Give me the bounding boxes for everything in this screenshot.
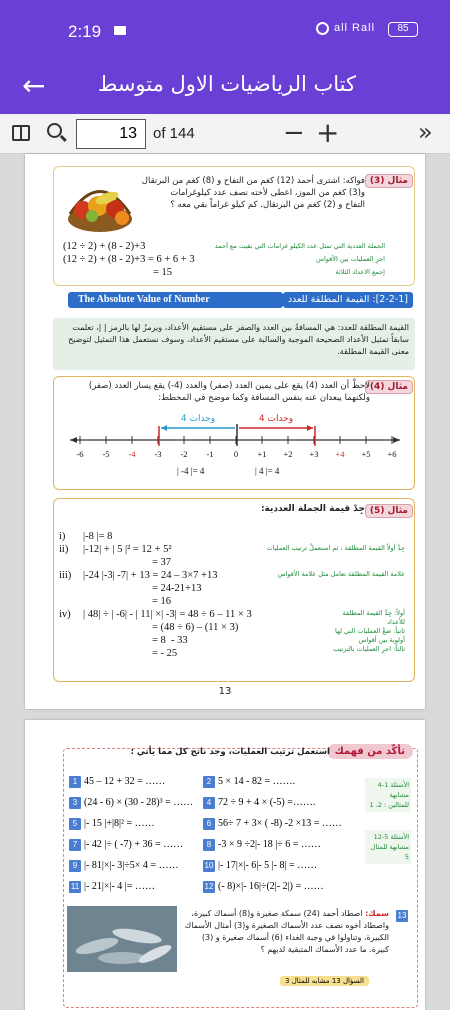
exercise-item	[69, 776, 165, 788]
number-line-tick-label: -5	[102, 449, 110, 459]
item-iv: | 48| ÷ | -6| - | 11| ×| -3| = 48 ÷ 6 – 11 × 3	[83, 609, 252, 620]
abs-right-label: | 4 |= 4	[255, 466, 280, 476]
page-total-label: of 144	[153, 125, 195, 142]
status-bar	[0, 0, 450, 60]
example-3-line-3: = 15	[153, 267, 173, 278]
next-page-button[interactable]: »	[418, 118, 433, 146]
item-i: |-8 |= 8	[83, 531, 113, 542]
exercise-expression: |- 15 |+|8|² = ……	[84, 818, 155, 829]
exercise-item	[203, 776, 295, 788]
example-3-text	[125, 175, 365, 211]
item-i-label: i)	[59, 531, 66, 542]
fish-photo	[67, 906, 177, 972]
exercise-item	[69, 839, 183, 851]
example-4-badge: مثال (4)	[365, 380, 413, 394]
alarm-icon	[316, 22, 329, 35]
exercise-number: 6	[203, 818, 215, 830]
number-line-tick-label: +4	[335, 449, 345, 459]
exercise-expression: (24 - 6) × (30 - 28)³ = ……	[84, 797, 194, 808]
item-iv-note-2: ثانياً: ضعْ العمليات التي لها أولوية بين أقواس	[335, 627, 405, 644]
example-3-text-line: فواكه: اشترى أحمد (12) كغم من التفاح و (8) كغم من البرتقال	[141, 176, 365, 186]
page-number: 13	[218, 686, 232, 697]
exercise-instruction: استعمل ترتيب العمليات، وجد ناتج كل مما يأتي :	[130, 747, 330, 757]
abs-left-label: | -4 |= 4	[177, 466, 205, 476]
exercise-expression: (- 8)×|- 16|÷(2|- 2|) = ……	[218, 881, 324, 892]
item-iv-note-1: أولاً: جِدْ القيمة المطلقة للأعداد	[342, 609, 405, 626]
item-iii-note: علامة القيمة المطلقة تعامل مثل علامة الأقواس	[277, 570, 405, 578]
number-line-tick-label: +6	[387, 449, 397, 459]
example-3-text-line: التفاح و (2) كغم من البرتقال. كم كيلو غراماً بقي معه ؟	[170, 200, 365, 210]
item-iv-note-3: ثالثاً: اجرِ العمليات بالترتيب	[333, 645, 405, 653]
exercise-expression: -3 × 9 ÷2|- 18 |÷ 6 = ……	[218, 839, 321, 850]
example-3-text-line: و(3) كغم من الموز، اعطى لأخته نصف عدد كيلوغرامات	[170, 188, 365, 198]
absolute-value-definition: القيمة المطلقة للعدد: هي المسافةُ بين العدد والصفر على مستقيم الأعداد، ويرمزُ لها بالرمز | |، تعلمت سابقاً تمثيل الأعداد الصحيحة الموجبة والسالبة على مستقيم الأعداد، وسوف نستعمل هذا التمثيل لتوضيح معنى القيمة المطلقة.	[53, 318, 415, 370]
exercise-number: 3	[69, 797, 81, 809]
check-understanding-badge: تأكّد من فهمك	[327, 744, 413, 759]
exercise-item	[203, 860, 317, 872]
question-13-body: اصطاد أحمد (24) سمكة صغيرة و(8) أسماك كبيرة، واصطاد أخوه نصف عدد الأسماك الصغيرة و(3) أمثال الأسماك الكبيرة، وتناولوا في وجبة الغداء (6) أسماك صغيرة و (3) كبيرة. ما عدد الأسماك المتبقية لديهم ؟	[184, 909, 389, 954]
exercise-expression: |- 17|×|- 6|- 5 |- 8| = ……	[218, 860, 318, 871]
question-13-note: السؤال 13 مشابه للمثال 3	[280, 976, 369, 986]
exercise-number: 2	[203, 776, 215, 788]
example-3-line-1: (12 ÷ 2) + (8 - 2)+3	[63, 241, 146, 252]
units-left-label: 4 وحدات	[180, 414, 216, 424]
side-note-2: الأسئلة 5-12 مشابهة للمثال 5	[365, 830, 411, 864]
app-title: كتاب الرياضيات الاول متوسط	[97, 72, 356, 96]
example-3-badge: مثال (3)	[365, 174, 413, 188]
signal-icon: all Rall	[334, 22, 376, 34]
exercise-item	[69, 797, 193, 809]
exercise-number: 5	[69, 818, 81, 830]
exercise-item	[203, 839, 321, 851]
pdf-toolbar	[0, 114, 450, 154]
exercise-number: 4	[203, 797, 215, 809]
example-5-badge: مثال (5)	[365, 504, 413, 518]
number-line-tick-label: -2	[180, 449, 188, 459]
exercise-item	[203, 881, 324, 893]
status-time: 2:19	[68, 22, 102, 41]
exercise-item	[203, 797, 315, 809]
zoom-out-button[interactable]: −	[283, 118, 305, 148]
side-note-1: الأسئلة 1-4 مشابهة للمثالين : 2، 1	[365, 778, 411, 812]
number-line-tick-label: -6	[76, 449, 84, 459]
question-13-text	[184, 908, 389, 956]
number-line-tick-label: +3	[309, 449, 319, 459]
exercise-number: 12	[204, 882, 214, 891]
item-ii-note: جِدْ أولاً القيمة المطلقة ، ثم استعملْ ترتيب العمليات	[266, 544, 405, 552]
exercise-expression: 5 × 14 - 82 = …….	[218, 776, 296, 787]
number-line-tick-label: +1	[257, 449, 267, 459]
item-iv-c: = 8 - 33	[152, 635, 188, 646]
item-iv-label: iv)	[59, 609, 71, 620]
exercise-item	[69, 818, 155, 830]
item-iv-d: = - 25	[152, 648, 178, 659]
page-number-input[interactable]	[76, 119, 146, 149]
example-3-line-2: (12 ÷ 2) + (8 - 2)+3 = 6 + 6 + 3	[63, 254, 195, 265]
item-ii-b: = 37	[152, 557, 172, 568]
battery-icon: 85	[388, 22, 418, 37]
example-3-note-1: الجملة العددية التي تمثل عدد الكيلو غرامات التي بقيت مع أحمد	[214, 242, 385, 250]
back-arrow-icon[interactable]: ←	[22, 69, 46, 102]
exercise-item	[69, 881, 155, 893]
exercise-number: 11	[70, 882, 80, 891]
exercise-number: 9	[69, 860, 81, 872]
item-iv-b: = (48 ÷ 6) – (11 × 3)	[152, 622, 239, 633]
example-5-title: جِدْ قيمة الجملة العددية:	[260, 504, 365, 514]
exercise-expression: 72 ÷ 9 + 4 × (-5) =…….	[218, 797, 316, 808]
exercise-expression: |- 81|×|- 3|÷5× 4 = ……	[84, 860, 179, 871]
book-view-icon[interactable]	[12, 125, 30, 141]
example-3-note-3: إجمع الاعداد الثلاثة	[335, 268, 385, 276]
exercise-number: 10	[204, 861, 214, 870]
exercise-expression: 56÷ 7 + 3× ( -8) -2 ×13 = ……	[218, 818, 342, 829]
item-ii: |-12| + | 5 |² = 12 + 5²	[83, 544, 172, 555]
exercise-expression: |- 21|×|- 4 |= ……	[84, 881, 155, 892]
pdf-page-13	[25, 154, 425, 709]
item-iii-label: iii)	[59, 570, 72, 581]
app-bar	[0, 60, 450, 114]
example-3-note-2: اجرِ العمليات بين الأقواس	[316, 255, 385, 263]
item-iii-b: = 24-21+13	[152, 583, 202, 594]
number-line-tick-label: 0	[233, 449, 239, 459]
item-ii-label: ii)	[59, 544, 69, 555]
exercise-item	[69, 860, 179, 872]
units-right-label: 4 وحدات	[258, 414, 294, 424]
exercise-number: 8	[203, 839, 215, 851]
exercise-expression: |- 42 |÷ ( -7) + 36 = ……	[84, 839, 184, 850]
item-iii: |-24 |-3| -7| + 13 = 24 – 3×7 +13	[83, 570, 218, 581]
search-icon[interactable]	[47, 123, 62, 138]
question-13-number: 13	[397, 911, 407, 920]
exercise-item	[203, 818, 342, 830]
number-line-tick-label: -3	[154, 449, 162, 459]
exercise-number: 7	[69, 839, 81, 851]
example-4-text-1: لاحظْ أن العدد (4) يقع على يمين العدد (صفر) والعدد (4-) يقع يسار العدد (صفر)	[88, 381, 370, 391]
exercise-expression: 45 – 12 + 32 = ……	[84, 776, 166, 787]
section-title-english: The Absolute Value of Number	[68, 292, 283, 308]
pdf-page-14	[25, 720, 425, 1010]
number-line-diagram	[65, 410, 405, 482]
number-line-tick-label: +2	[283, 449, 293, 459]
item-iii-c: = 16	[152, 596, 172, 607]
number-line-tick-label: +5	[361, 449, 371, 459]
section-title-arabic: [2-2-1]: القيمة المطلقة للعدد	[283, 292, 413, 308]
example-4-text-2: ولكنهما يبعدان عنه بنفس المسافة وكما موضح في المخطط:	[158, 393, 370, 403]
zoom-in-button[interactable]: +	[316, 116, 340, 149]
mail-icon	[114, 26, 126, 35]
exercise-number: 1	[69, 776, 81, 788]
question-13-label: سمك:	[365, 909, 389, 918]
number-line-tick-label: -4	[128, 449, 136, 459]
item-iv-notes	[325, 609, 405, 654]
number-line-tick-label: -1	[206, 449, 214, 459]
example-5-box	[53, 498, 415, 682]
